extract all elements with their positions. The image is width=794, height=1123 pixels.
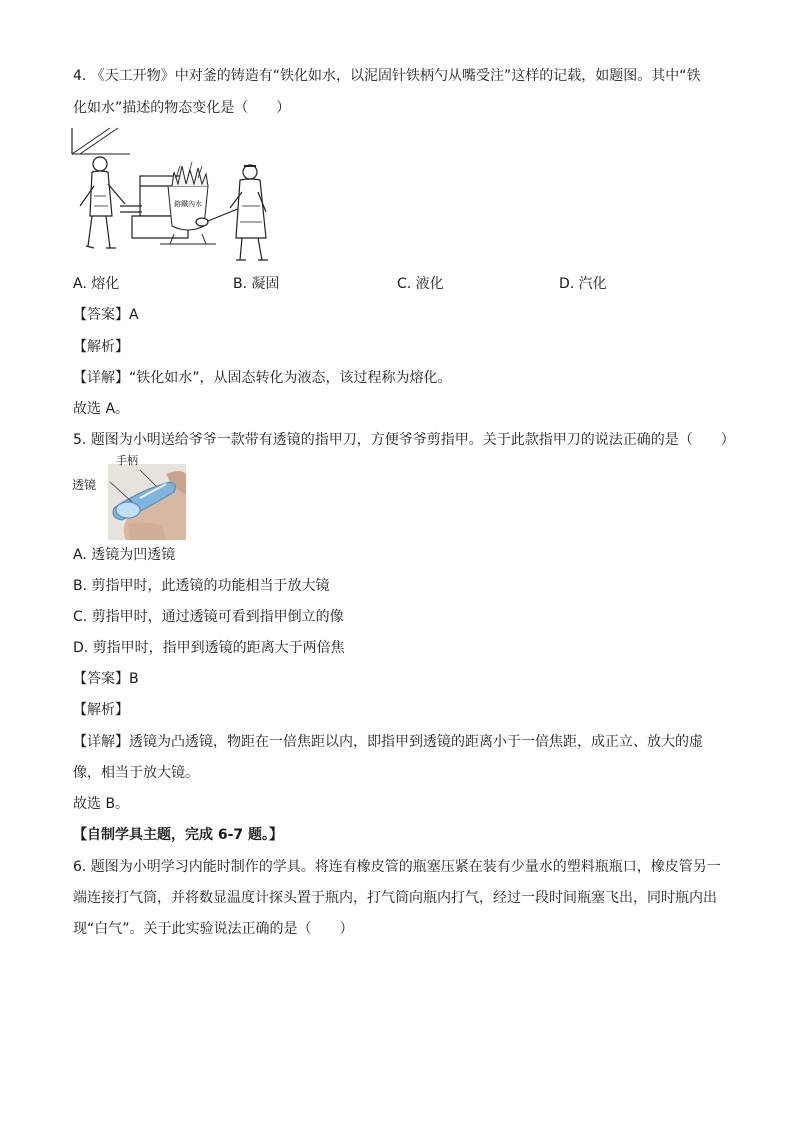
q5-detail-line2: 像，相当于放大镜。	[73, 765, 199, 781]
right-worker-figure	[230, 165, 268, 260]
q6-stem-line2: 端连接打气筒，并将数显温度计探头置于瓶内，打气筒向瓶内打气，经过一段时间瓶塞飞出，同时瓶内出	[73, 890, 717, 906]
q5-option-a[interactable]: A. 透镜为凹透镜	[73, 547, 176, 563]
q4-answer: 【答案】A	[73, 307, 139, 323]
handle-label: 手柄	[116, 454, 138, 467]
q4-option-b[interactable]: B. 凝固	[233, 276, 280, 292]
q5-detail-line1: 【详解】透镜为凸透镜，物距在一倍焦距以内，即指甲到透镜的距离小于一倍焦距，成正立、放大的虚	[73, 734, 703, 750]
q5-option-c[interactable]: C. 剪指甲时，通过透镜可看到指甲倒立的像	[73, 609, 344, 625]
q5-analysis-heading: 【解析】	[73, 702, 129, 718]
q4-option-a[interactable]: A. 熔化	[73, 276, 120, 292]
q5-option-d[interactable]: D. 剪指甲时，指甲到透镜的距离大于两倍焦	[73, 640, 345, 656]
lens-label: 透镜	[72, 478, 97, 492]
section-heading: 【自制学具主题，完成 6-7 题。】	[73, 827, 284, 843]
q5-answer: 【答案】B	[73, 671, 139, 687]
q4-option-c[interactable]: C. 液化	[397, 276, 444, 292]
q6-stem-line3: 现“白气”。关于此实验说法正确的是（ ）	[73, 921, 354, 937]
q4-stem-line1: 4. 《天工开物》中对釜的铸造有“铁化如水，以泥固针铁柄勺从嘴受注”这样的记载，如题图。其中“铁	[73, 68, 701, 84]
q5-conclusion: 故选 B。	[73, 796, 130, 812]
q4-analysis-heading: 【解析】	[73, 339, 129, 355]
q4-conclusion: 故选 A。	[73, 401, 130, 417]
q4-option-d[interactable]: D. 汽化	[559, 276, 607, 292]
q5-nail-clipper-photo	[70, 454, 186, 540]
q5-option-b[interactable]: B. 剪指甲时，此透镜的功能相当于放大镜	[73, 578, 330, 594]
q5-stem-line1: 5. 题图为小明送给爷爷一款带有透镜的指甲刀，方便爷爷剪指甲。关于此款指甲刀的说法正确的是（ ）	[73, 432, 735, 448]
crucible-label: 鎔鐵內水	[174, 200, 202, 208]
left-worker-figure	[80, 157, 125, 248]
q6-stem-line1: 6. 题图为小明学习内能时制作的学具。将连有橡皮管的瓶塞压紧在装有少量水的塑料瓶瓶口，橡皮管另一	[73, 859, 721, 875]
q4-stem-line2: 化如水”描述的物态变化是（ ）	[73, 100, 291, 116]
q4-casting-illustration	[70, 126, 270, 266]
q4-detail: 【详解】“铁化如水”，从固态转化为液态，该过程称为熔化。	[73, 370, 452, 386]
